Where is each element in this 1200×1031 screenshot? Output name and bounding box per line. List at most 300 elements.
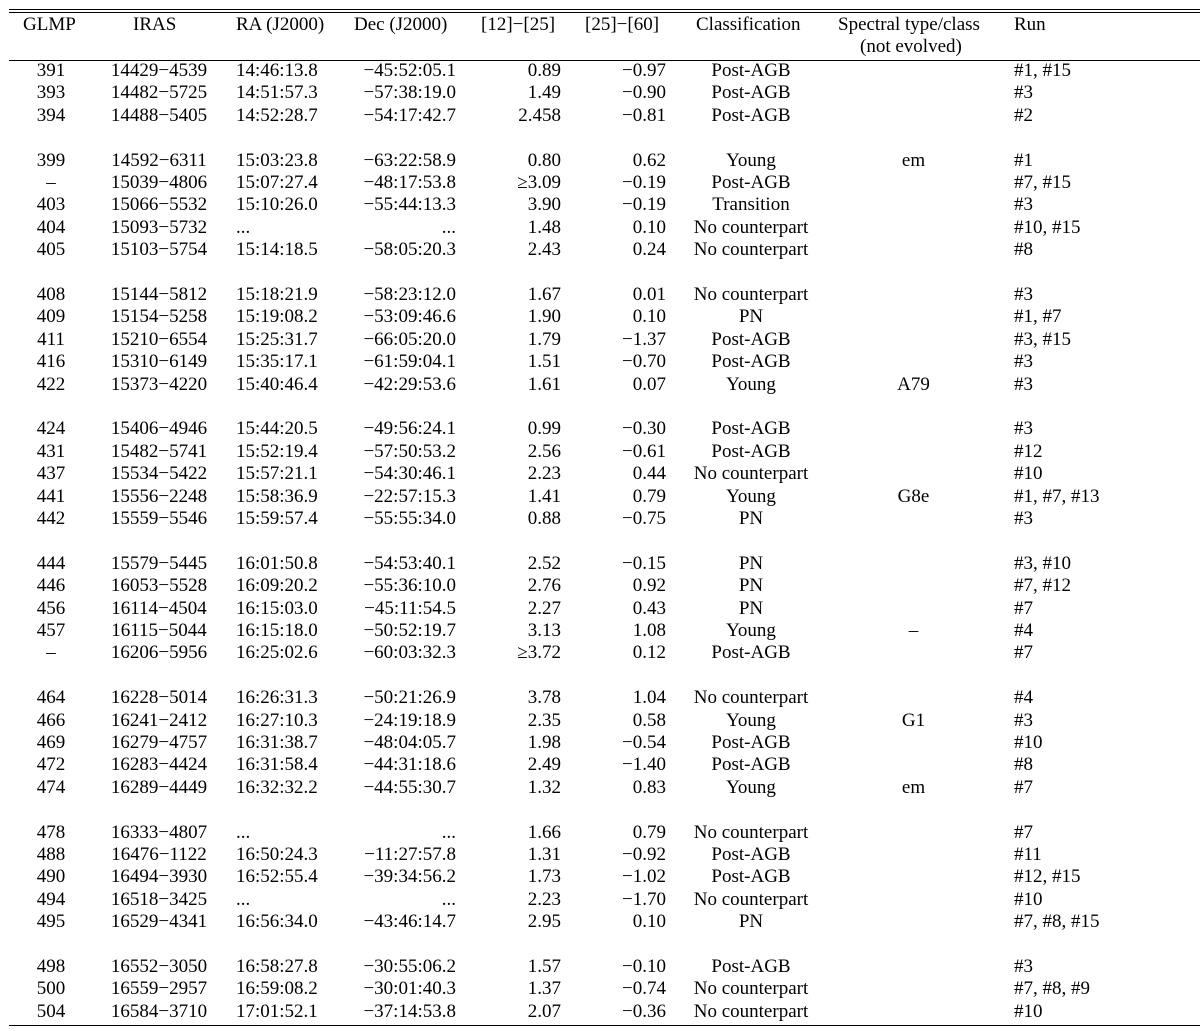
table-top-rule-inner: [9, 12, 1200, 13]
cell-run: #12: [1014, 440, 1043, 462]
cell-glmp: 393: [36, 82, 66, 104]
cell-color-25-60: −0.70: [622, 351, 666, 373]
cell-run: #3, #10: [1014, 552, 1071, 574]
table-row: [0, 866, 1200, 888]
cell-color-25-60: 0.01: [632, 284, 666, 305]
cell-spectral-type: G8e: [897, 485, 930, 507]
cell-dec: −37:14:53.8: [363, 1000, 456, 1022]
cell-classification: Post-AGB: [711, 844, 791, 865]
cell-dec: −54:17:42.7: [363, 104, 456, 126]
cell-classification: No counterpart: [693, 284, 809, 305]
cell-classification: Post-AGB: [711, 956, 791, 977]
cell-color-25-60: −1.37: [622, 328, 666, 350]
cell-color-12-25: 0.88: [527, 508, 561, 529]
cell-glmp: 431: [36, 440, 66, 462]
cell-ra: 16:56:34.0: [236, 911, 318, 933]
table-row: [0, 777, 1200, 799]
cell-classification: No counterpart: [693, 1000, 809, 1022]
cell-color-12-25: 1.90: [527, 306, 561, 328]
header-spectral-type: Spectral type/class: [838, 14, 980, 35]
cell-dec: −48:04:05.7: [363, 732, 456, 753]
table-row: [0, 463, 1200, 485]
cell-color-25-60: −0.19: [622, 194, 666, 216]
table-bottom-rule: [9, 1025, 1200, 1026]
cell-glmp: 422: [36, 373, 66, 395]
cell-color-25-60: −0.10: [622, 956, 666, 977]
header-color-25-60: [25]−[60]: [585, 14, 660, 35]
cell-run: #10, #15: [1014, 216, 1081, 238]
cell-run: #10: [1014, 732, 1043, 753]
cell-iras: 15154−5258: [110, 306, 208, 328]
header-run: Run: [1014, 14, 1046, 35]
cell-ra: 15:35:17.1: [236, 351, 318, 373]
cell-color-25-60: −0.92: [622, 844, 666, 865]
table-row: [0, 284, 1200, 306]
cell-classification: Post-AGB: [711, 440, 791, 462]
cell-glmp: 498: [36, 956, 66, 977]
cell-color-12-25: 2.49: [527, 754, 561, 776]
cell-color-25-60: −0.61: [622, 440, 666, 462]
table-row: [0, 710, 1200, 732]
cell-dec: −55:44:13.3: [363, 194, 456, 216]
cell-dec: −54:53:40.1: [363, 552, 456, 574]
cell-color-25-60: 0.07: [632, 373, 666, 395]
cell-iras: 15103−5754: [110, 239, 208, 261]
cell-spectral-type: em: [901, 149, 926, 171]
table-row: [0, 978, 1200, 1000]
cell-color-12-25: 3.90: [527, 194, 561, 216]
cell-ra: 15:03:23.8: [236, 149, 318, 171]
cell-glmp: 416: [36, 351, 66, 373]
cell-iras: 16289−4449: [110, 776, 208, 798]
cell-iras: 15210−6554: [110, 328, 208, 350]
cell-dec: ...: [441, 216, 456, 238]
cell-spectral-type: –: [908, 620, 919, 641]
cell-run: #7: [1014, 821, 1033, 843]
cell-dec: −44:55:30.7: [363, 776, 456, 798]
cell-dec: −49:56:24.1: [363, 418, 456, 440]
cell-run: #3, #15: [1014, 328, 1071, 350]
cell-color-12-25: 2.07: [527, 1000, 561, 1022]
cell-ra: 16:15:03.0: [236, 597, 318, 619]
cell-dec: −22:57:15.3: [363, 485, 456, 507]
cell-glmp: 409: [36, 306, 66, 328]
cell-color-12-25: 2.52: [527, 552, 561, 574]
table-row: [0, 1001, 1200, 1023]
table-row: [0, 620, 1200, 642]
cell-color-12-25: 1.49: [527, 82, 561, 104]
cell-ra: 15:44:20.5: [236, 418, 318, 440]
cell-dec: −30:01:40.3: [363, 978, 456, 1000]
cell-iras: 15559−5546: [110, 508, 208, 529]
cell-iras: 16053−5528: [110, 575, 208, 597]
cell-classification: Young: [726, 620, 776, 641]
table-row: [0, 642, 1200, 664]
cell-color-12-25: 1.79: [527, 328, 561, 350]
cell-color-25-60: 0.83: [632, 776, 666, 798]
cell-color-12-25: ≥3.72: [517, 642, 561, 664]
cell-dec: ...: [441, 821, 456, 843]
cell-iras: 15066−5532: [110, 194, 208, 216]
cell-color-25-60: 1.08: [632, 620, 666, 641]
cell-classification: No counterpart: [693, 239, 809, 261]
cell-color-25-60: −0.74: [622, 978, 666, 1000]
cell-classification: PN: [738, 552, 764, 574]
cell-iras: 16115−5044: [111, 620, 207, 641]
cell-iras: 15144−5812: [110, 284, 208, 305]
table-row: [0, 105, 1200, 127]
cell-classification: PN: [738, 597, 764, 619]
header-ra: RA (J2000): [236, 14, 325, 35]
cell-color-25-60: −0.75: [622, 508, 666, 529]
cell-dec: −53:09:46.6: [363, 306, 456, 328]
cell-run: #3: [1014, 351, 1033, 373]
cell-color-25-60: −1.02: [622, 866, 666, 888]
cell-run: #1, #7, #13: [1014, 485, 1100, 507]
cell-color-12-25: 1.31: [527, 844, 561, 865]
cell-ra: 16:32:32.2: [236, 776, 318, 798]
cell-color-25-60: 0.58: [632, 709, 666, 731]
cell-glmp: 472: [36, 754, 66, 776]
cell-classification: Transition: [712, 194, 790, 216]
cell-classification: Post-AGB: [711, 60, 791, 81]
cell-ra: 15:14:18.5: [236, 239, 318, 261]
cell-classification: PN: [738, 508, 764, 529]
cell-spectral-type: em: [901, 776, 926, 798]
cell-color-12-25: ≥3.09: [517, 172, 561, 193]
cell-classification: No counterpart: [693, 216, 809, 238]
cell-color-12-25: 2.43: [527, 239, 561, 261]
table-row: [0, 687, 1200, 709]
cell-glmp: 456: [36, 597, 66, 619]
cell-ra: 16:58:27.8: [236, 956, 318, 977]
cell-glmp: 405: [36, 239, 66, 261]
cell-ra: 15:18:21.9: [236, 284, 318, 305]
cell-classification: No counterpart: [693, 821, 809, 843]
table-row: [0, 239, 1200, 261]
cell-dec: −50:52:19.7: [363, 620, 456, 641]
cell-color-12-25: 1.66: [527, 821, 561, 843]
cell-iras: 14592−6311: [111, 149, 207, 171]
cell-ra: 16:09:20.2: [236, 575, 318, 597]
cell-glmp: 446: [36, 575, 66, 597]
cell-classification: No counterpart: [693, 463, 809, 485]
cell-ra: 16:15:18.0: [236, 620, 318, 641]
cell-ra: 15:25:31.7: [236, 328, 318, 350]
table-row: [0, 60, 1200, 82]
cell-dec: −43:46:14.7: [363, 911, 456, 933]
cell-classification: PN: [738, 306, 764, 328]
cell-classification: Young: [726, 149, 776, 171]
cell-ra: 15:58:36.9: [236, 485, 318, 507]
cell-run: #8: [1014, 754, 1033, 776]
cell-glmp: 469: [36, 732, 66, 753]
header-iras: IRAS: [133, 14, 177, 35]
cell-color-12-25: 3.13: [527, 620, 561, 641]
cell-run: #3: [1014, 284, 1033, 305]
cell-dec: −50:21:26.9: [363, 687, 456, 709]
cell-glmp: 442: [36, 508, 66, 529]
table-row: [0, 598, 1200, 620]
cell-color-12-25: 0.80: [527, 149, 561, 171]
cell-color-25-60: 0.79: [632, 485, 666, 507]
cell-glmp: 478: [36, 821, 66, 843]
cell-run: #7, #8, #9: [1014, 978, 1090, 1000]
cell-classification: PN: [738, 911, 764, 933]
cell-run: #11: [1014, 844, 1042, 865]
cell-ra: 16:50:24.3: [236, 844, 318, 865]
cell-color-12-25: 1.41: [527, 485, 561, 507]
cell-classification: Post-AGB: [711, 172, 791, 193]
cell-color-12-25: 1.57: [527, 956, 561, 977]
cell-classification: Post-AGB: [711, 642, 791, 664]
cell-run: #12, #15: [1014, 866, 1081, 888]
table-row: [0, 911, 1200, 933]
cell-iras: 16552−3050: [110, 956, 208, 977]
cell-color-25-60: −0.90: [622, 82, 666, 104]
table-row: [0, 732, 1200, 754]
table-row: [0, 553, 1200, 575]
cell-run: #7, #15: [1014, 172, 1071, 193]
cell-iras: 16228−5014: [110, 687, 208, 709]
cell-classification: Post-AGB: [711, 351, 791, 373]
cell-iras: 16206−5956: [110, 642, 208, 664]
cell-dec: −54:30:46.1: [363, 463, 456, 485]
cell-glmp: 444: [36, 552, 66, 574]
cell-ra: 16:52:55.4: [236, 866, 318, 888]
cell-classification: No counterpart: [693, 687, 809, 709]
cell-dec: ...: [441, 888, 456, 910]
cell-dec: −61:59:04.1: [363, 351, 456, 373]
cell-run: #3: [1014, 82, 1033, 104]
header-classification: Classification: [696, 14, 801, 35]
cell-iras: 15579−5445: [110, 552, 208, 574]
cell-dec: −58:05:20.3: [363, 239, 456, 261]
cell-iras: 15482−5741: [110, 440, 208, 462]
table-row: [0, 889, 1200, 911]
cell-iras: 16494−3930: [110, 866, 208, 888]
cell-dec: −66:05:20.0: [363, 328, 456, 350]
cell-color-12-25: 2.95: [527, 911, 561, 933]
table-top-rule: [9, 9, 1200, 10]
cell-color-12-25: 1.67: [527, 284, 561, 305]
cell-ra: ...: [236, 888, 251, 910]
cell-glmp: 404: [36, 216, 66, 238]
cell-glmp: 403: [36, 194, 66, 216]
cell-dec: −42:29:53.6: [363, 373, 456, 395]
cell-color-12-25: 2.23: [527, 463, 561, 485]
table-row: [0, 822, 1200, 844]
cell-dec: −11:27:57.8: [364, 844, 456, 865]
cell-iras: 16559−2957: [110, 978, 208, 1000]
cell-ra: 14:52:28.7: [236, 104, 318, 126]
cell-color-25-60: −0.30: [622, 418, 666, 440]
cell-color-25-60: 0.10: [632, 911, 666, 933]
table-row: [0, 374, 1200, 396]
table-row: [0, 306, 1200, 328]
cell-glmp: 474: [36, 776, 66, 798]
cell-iras: 16333−4807: [110, 821, 208, 843]
cell-color-25-60: 0.24: [632, 239, 666, 261]
cell-glmp: 488: [36, 844, 66, 865]
cell-glmp: 504: [36, 1000, 66, 1022]
cell-dec: −39:34:56.2: [363, 866, 456, 888]
cell-run: #3: [1014, 373, 1033, 395]
cell-color-12-25: 2.76: [527, 575, 561, 597]
cell-classification: Post-AGB: [711, 418, 791, 440]
table-row: [0, 172, 1200, 194]
cell-glmp: 464: [36, 687, 66, 709]
cell-glmp: 490: [36, 866, 66, 888]
cell-classification: Post-AGB: [711, 328, 791, 350]
cell-iras: 14429−4539: [110, 60, 208, 81]
cell-color-12-25: 1.61: [527, 373, 561, 395]
cell-classification: Post-AGB: [711, 82, 791, 104]
cell-ra: 15:52:19.4: [236, 440, 318, 462]
table-row: [0, 194, 1200, 216]
cell-color-12-25: 2.458: [518, 104, 561, 126]
cell-run: #7, #12: [1014, 575, 1071, 597]
cell-run: #4: [1014, 620, 1033, 641]
cell-dec: −45:11:54.5: [364, 597, 456, 619]
header-color-12-25: [12]−[25]: [481, 14, 556, 35]
cell-color-12-25: 2.56: [527, 440, 561, 462]
cell-classification: Post-AGB: [711, 732, 791, 753]
cell-iras: 15406−4946: [110, 418, 208, 440]
cell-color-25-60: −0.81: [622, 104, 666, 126]
cell-run: #2: [1014, 104, 1033, 126]
cell-classification: Young: [726, 776, 776, 798]
cell-glmp: 457: [36, 620, 66, 641]
cell-glmp: 408: [36, 284, 66, 305]
cell-run: #1: [1014, 149, 1033, 171]
table-row: [0, 844, 1200, 866]
cell-classification: Post-AGB: [711, 104, 791, 126]
cell-dec: −24:19:18.9: [363, 709, 456, 731]
cell-run: #3: [1014, 418, 1033, 440]
cell-dec: −60:03:32.3: [363, 642, 456, 664]
cell-ra: 16:31:58.4: [236, 754, 318, 776]
cell-color-12-25: 2.35: [527, 709, 561, 731]
cell-ra: 14:51:57.3: [236, 82, 318, 104]
cell-dec: −55:36:10.0: [363, 575, 456, 597]
cell-color-12-25: 3.78: [527, 687, 561, 709]
cell-color-12-25: 1.48: [527, 216, 561, 238]
cell-run: #7, #8, #15: [1014, 911, 1100, 933]
cell-ra: 16:26:31.3: [236, 687, 318, 709]
cell-run: #3: [1014, 709, 1033, 731]
cell-dec: −30:55:06.2: [363, 956, 456, 977]
cell-color-25-60: −0.54: [622, 732, 666, 753]
cell-ra: 16:31:38.7: [236, 732, 318, 753]
cell-color-12-25: 0.99: [527, 418, 561, 440]
table-row: [0, 441, 1200, 463]
cell-dec: −63:22:58.9: [363, 149, 456, 171]
cell-glmp: 466: [36, 709, 66, 731]
table-row: [0, 508, 1200, 530]
cell-color-25-60: 1.04: [632, 687, 666, 709]
cell-run: #4: [1014, 687, 1033, 709]
cell-ra: ...: [236, 216, 251, 238]
cell-iras: 15093−5732: [110, 216, 208, 238]
cell-classification: Young: [726, 485, 776, 507]
cell-color-12-25: 1.51: [527, 351, 561, 373]
cell-dec: −55:55:34.0: [363, 508, 456, 529]
cell-iras: 15556−2248: [110, 485, 208, 507]
table-row: [0, 82, 1200, 104]
cell-run: #8: [1014, 239, 1033, 261]
cell-run: #1, #7: [1014, 306, 1062, 328]
table-row: [0, 956, 1200, 978]
cell-dec: −58:23:12.0: [363, 284, 456, 305]
cell-glmp: 411: [37, 328, 65, 350]
cell-run: #3: [1014, 508, 1033, 529]
cell-color-12-25: 1.98: [527, 732, 561, 753]
cell-ra: 15:19:08.2: [236, 306, 318, 328]
cell-iras: 16584−3710: [110, 1000, 208, 1022]
cell-iras: 16518−3425: [110, 888, 208, 910]
cell-iras: 14482−5725: [110, 82, 208, 104]
cell-color-12-25: 1.73: [527, 866, 561, 888]
table-row: [0, 351, 1200, 373]
cell-spectral-type: G1: [901, 709, 926, 731]
cell-ra: 17:01:52.1: [236, 1000, 318, 1022]
cell-iras: 15534−5422: [110, 463, 208, 485]
table-row: [0, 486, 1200, 508]
cell-iras: 16529−4341: [110, 911, 208, 933]
cell-color-12-25: 2.27: [527, 597, 561, 619]
cell-iras: 16476−1122: [111, 844, 207, 865]
cell-color-25-60: 0.12: [632, 642, 666, 664]
cell-color-12-25: 1.37: [527, 978, 561, 1000]
cell-classification: No counterpart: [693, 978, 809, 1000]
cell-ra: 15:10:26.0: [236, 194, 318, 216]
cell-ra: 15:07:27.4: [236, 172, 318, 193]
cell-run: #10: [1014, 463, 1043, 485]
cell-dec: −45:52:05.1: [363, 60, 456, 81]
cell-iras: 16241−2412: [110, 709, 208, 731]
cell-glmp: 495: [36, 911, 66, 933]
cell-run: #7: [1014, 776, 1033, 798]
cell-run: #7: [1014, 597, 1033, 619]
cell-glmp: –: [46, 172, 56, 193]
cell-run: #3: [1014, 194, 1033, 216]
cell-classification: Post-AGB: [711, 754, 791, 776]
header-spectral-type-note: (not evolved): [860, 36, 962, 57]
cell-glmp: 391: [36, 60, 66, 81]
cell-color-25-60: −0.15: [622, 552, 666, 574]
cell-glmp: 394: [36, 104, 66, 126]
cell-run: #7: [1014, 642, 1033, 664]
cell-color-25-60: −1.70: [622, 888, 666, 910]
cell-color-12-25: 2.23: [527, 888, 561, 910]
header-dec: Dec (J2000): [354, 14, 448, 35]
cell-run: #1, #15: [1014, 60, 1071, 81]
cell-glmp: 494: [36, 888, 66, 910]
cell-run: #10: [1014, 1000, 1043, 1022]
table-row: [0, 150, 1200, 172]
cell-glmp: –: [46, 642, 56, 664]
cell-dec: −44:31:18.6: [363, 754, 456, 776]
cell-iras: 16114−4504: [111, 597, 207, 619]
cell-color-25-60: −0.19: [622, 172, 666, 193]
cell-color-25-60: 0.10: [632, 306, 666, 328]
cell-color-25-60: −0.97: [622, 60, 666, 81]
cell-classification: Young: [726, 373, 776, 395]
cell-dec: −57:38:19.0: [363, 82, 456, 104]
cell-glmp: 437: [36, 463, 66, 485]
header-glmp: GLMP: [23, 14, 76, 35]
